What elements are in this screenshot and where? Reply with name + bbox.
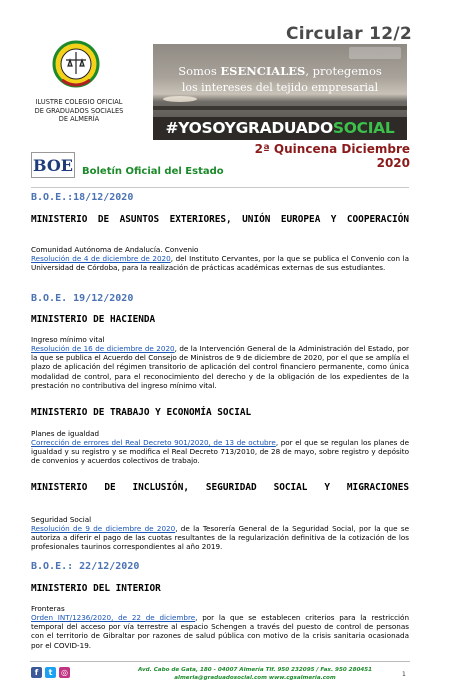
footer-contact-line: almeria@graduadosocial.com www.cgsalmeria.com <box>174 675 336 681</box>
entry-text-5 <box>31 613 409 650</box>
footer-divider <box>30 661 410 662</box>
colegio-line-2: DE GRADUADOS SOCIALES <box>34 106 124 115</box>
entry-body-2: , de la Intervención General de la Administración del Estado, por la que se publica el Acuerdo del Consejo de Ministros de 9 de diciembre de 2020, por el que se amplía el plazo de aplicación del régimen transitorio de aplicación del control financiero permanente, como única modalidad de control, para el reconocimiento del derecho y de la obligación de los expedientes de la prestación no contributiva del ingreso mínimo vital. <box>31 344 410 390</box>
slogan-part-b: ESENCIALES <box>220 64 306 78</box>
boe-logo-text: BOE <box>33 156 73 175</box>
hashtag-part-b: SOCIAL <box>332 119 395 137</box>
boe-logo <box>31 152 75 178</box>
entry-body-4: , de la Tesorería General de la Seguridad Social, por la que se autoriza a diferir el pago de las cuotas resultantes de la regularización definitiva de la cotización de los profesionales taurinos correspondientes al año 2019. <box>31 524 409 552</box>
slogan-part-a: Somos <box>178 64 221 78</box>
banner-slogan-1 <box>153 64 407 78</box>
banner-hashtag <box>153 117 407 140</box>
resolution-link-1[interactable]: Resolución de 4 de diciembre de 2020 <box>31 254 171 263</box>
divider <box>31 187 409 188</box>
entry-body-5: , por la que se establecen criterios para la restricción temporal del acceso por vía terrestre al espacio Schengen a través del puesto de control de personas con el territorio de Gibraltar por razones de salud pública con motivo de la crisis sanitaria ocasionada por el COVID-19. <box>31 613 410 650</box>
campaign-banner <box>153 44 407 140</box>
entry-text-2 <box>31 344 409 390</box>
resolution-link-4[interactable]: Resolución de 9 de diciembre de 2020 <box>31 524 176 533</box>
facebook-icon[interactable]: f <box>31 667 42 678</box>
banner-sun-reflection <box>163 96 197 102</box>
ministry-heading-1: MINISTERIO DE ASUNTOS EXTERIORES, UNIÓN EUROPEA Y COOPERACIÓN <box>31 214 409 225</box>
boe-date-3: B.O.E.: 22/12/2020 <box>31 561 140 572</box>
banner-slogan-2: los intereses del tejido empresarial <box>181 81 379 94</box>
entry-body-1: , del Instituto Cervantes, por la que se publica el Convenio con la Universidad de Córdoba, para la realización de prácticas académicas externas de sus estudiantes. <box>31 254 409 273</box>
slogan-part-c: , protegemos <box>305 64 382 78</box>
quincena-title: 2ª Quincena Diciembre 2020 <box>254 142 410 170</box>
circular-number: Circular 12/2 <box>285 24 412 44</box>
hashtag-part-a: #YOSOYGRADUADO <box>165 119 333 137</box>
resolution-link-3[interactable]: Corrección de errores del Real Decreto 901/2020, de 13 de octubre <box>31 438 276 447</box>
boe-title: Boletín Oficial del Estado <box>82 166 224 177</box>
footer-address <box>120 666 390 682</box>
boe-date-1: B.O.E.:18/12/2020 <box>31 192 134 203</box>
entry-text-4 <box>31 524 409 552</box>
colegio-line-1: ILUSTRE COLEGIO OFICIAL <box>35 98 123 106</box>
banner-pier <box>153 106 407 110</box>
ministry-heading-2: MINISTERIO DE HACIENDA <box>31 314 156 325</box>
entry-text-3 <box>31 438 409 466</box>
footer-address-line-1: Avd. Cabo de Gata, 180 - 04007 Almería Tlf. 950 232095 / Fax. 950 280451 <box>137 667 373 673</box>
colegio-line-3: DE ALMERÍA <box>58 115 100 123</box>
page-number: 1 <box>402 671 406 678</box>
twitter-icon[interactable]: t <box>45 667 56 678</box>
instagram-icon[interactable]: ◎ <box>59 667 70 678</box>
banner-colegio-logo <box>349 47 401 59</box>
category-label-3: Planes de igualdad <box>31 429 100 438</box>
boe-date-2: B.O.E. 19/12/2020 <box>31 293 134 304</box>
colegio-emblem <box>52 40 100 92</box>
ministry-heading-4: MINISTERIO DE INCLUSIÓN, SEGURIDAD SOCIAL Y MIGRACIONES <box>31 482 409 493</box>
entry-body-3: , por el que se regulan los planes de igualdad y su registro y se modifica el Real Decreto 713/2010, de 28 de mayo, sobre registro y depósito de convenios y acuerdos colectivos de trabajo. <box>31 438 409 466</box>
entry-text-1 <box>31 254 409 272</box>
resolution-link-2[interactable]: Resolución de 16 de diciembre de 2020 <box>31 344 175 353</box>
category-label-2: Ingreso mínimo vital <box>31 335 105 344</box>
ministry-heading-3: MINISTERIO DE TRABAJO Y ECONOMÍA SOCIAL <box>31 407 252 418</box>
colegio-name <box>20 98 138 124</box>
ministry-heading-5: MINISTERIO DEL INTERIOR <box>31 583 161 594</box>
category-label-5: Fronteras <box>31 604 65 613</box>
resolution-link-5[interactable]: Orden INT/1236/2020, de 22 de diciembre <box>31 613 196 622</box>
category-label-1: Comunidad Autónoma de Andalucía. Convenio <box>31 245 199 254</box>
category-label-4: Seguridad Social <box>31 515 92 524</box>
